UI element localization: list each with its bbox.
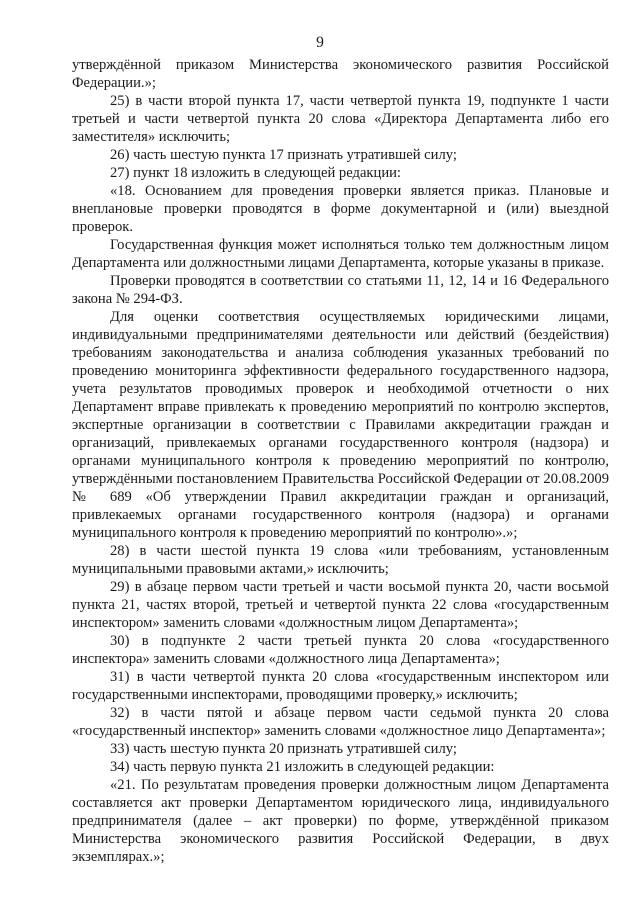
- paragraph-item-33: 33) часть шестую пункта 20 признать утратившей силу;: [110, 741, 457, 757]
- paragraph-inspections-law: Проверки проводятся в соответствии со статьями 11, 12, 14 и 16 Федерального закона № 294-ФЗ.: [72, 273, 609, 307]
- paragraph-item-25: 25) в части второй пункта 17, части четвертой пункта 19, подпункте 1 части третьей и части четвертой пункта 20 слова «Директора Департамента либо его заместителя» исключить;: [72, 93, 609, 145]
- paragraph-item-32: 32) в части пятой и абзаце первом части седьмой пункта 20 слова «государственный инспектор» заменить словами «должностное лицо Департамента»;: [72, 705, 609, 739]
- paragraph-item-29: 29) в абзаце первом части третьей и части восьмой пункта 20, части восьмой пункта 21, частях второй, третьей и четвертой пункта 22 слова «государственным инспектором» заменить словами «должностным лицом Департамента»;: [72, 579, 609, 631]
- paragraph-item-28: 28) в части шестой пункта 19 слова «или требованиям, установленным муниципальными правовыми актами,» исключить;: [72, 543, 609, 577]
- paragraph-intro-continuation: утверждённой приказом Министерства экономического развития Российской Федерации.»;: [72, 57, 609, 91]
- paragraph-clause-21: «21. По результатам проведения проверки должностным лицом Департамента составляется акт проверки Департаментом юридического лица, индивидуального предпринимателя (далее – акт проверки) по форме, утверждённой приказом Министерства экономического развития Российской Федерации, в двух экземплярах.»;: [72, 777, 609, 865]
- document-body: [72, 56, 609, 866]
- paragraph-clause-18: «18. Основанием для проведения проверки является приказ. Плановые и внеплановые проверки проводятся в форме документарной и (или) выездной проверок.: [72, 183, 609, 235]
- paragraph-item-27: 27) пункт 18 изложить в следующей редакции:: [110, 165, 401, 181]
- paragraph-state-function: Государственная функция может исполняться только тем должностным лицом Департамента или должностными лицами Департамента, которые указаны в приказе.: [72, 237, 609, 271]
- paragraph-item-34: 34) часть первую пункта 21 изложить в следующей редакции:: [110, 759, 495, 775]
- paragraph-item-30: 30) в подпункте 2 части третьей пункта 20 слова «государственного инспектора» заменить словами «должностного лица Департамента»;: [72, 633, 609, 667]
- paragraph-item-31: 31) в части четвертой пункта 20 слова «государственным инспектором или государственными инспекторами, проводящими проверку,» исключить;: [72, 669, 609, 703]
- page-number: 9: [316, 34, 324, 51]
- paragraph-experts: Для оценки соответствия осуществляемых юридическими лицами, индивидуальными предпринимателями деятельности или действий (бездействия) требованиям законодательства и анализа соблюдения указанных требований по проведению мониторинга эффективности федерального государственного надзора, учета результатов проводимых проверок и необходимой отчетности о них Департамент вправе привлекать к проведению мероприятий по контролю экспертов, экспертные организации в соответствии с Правилами аккредитации граждан и организаций, привлекаемых органами государственного контроля (надзора) и органами муниципального контроля к проведению мероприятий по контролю, утверждёнными постановлением Правительства Российской Федерации от 20.08.2009 № 689 «Об утверждении Правил аккредитации граждан и организаций, привлекаемых органами государственного контроля (надзора) и органами муниципального контроля к проведению мероприятий по контролю».»;: [72, 309, 609, 541]
- paragraph-item-26: 26) часть шестую пункта 17 признать утратившей силу;: [110, 147, 457, 163]
